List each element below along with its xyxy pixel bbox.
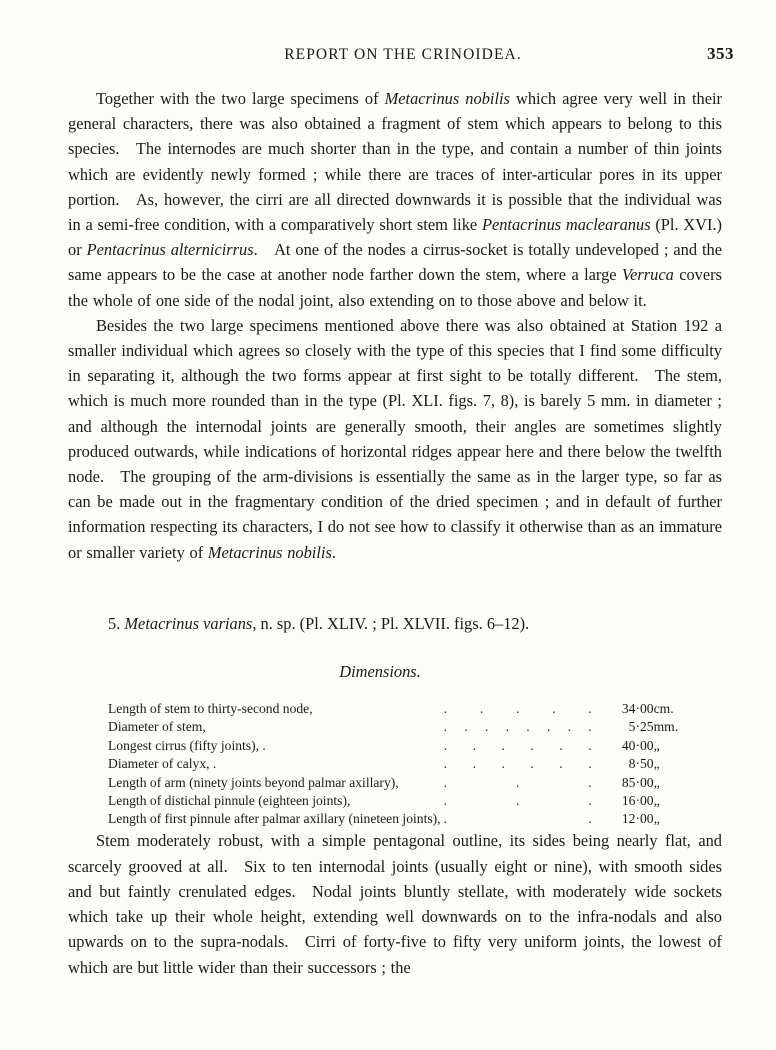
dimensions-row (108, 755, 694, 773)
dimension-value: 34·00 (621, 701, 654, 717)
page-header (70, 44, 734, 68)
dimensions-row (108, 700, 694, 718)
dimensions-row (108, 773, 694, 791)
dimension-leader-dots: . . . (443, 774, 592, 790)
closing-paragraph: Stem moderately robust, with a simple pentagonal outline, its sides being nearly flat, and scarcely grooved at all. Six to ten internodal joints (usually eight or nine), with smooth sides and but faintly crenulated edges. Nodal joints bluntly stellate, with moderately wide sockets which take up their whole height, extending well downwards on to the infra-nodals and also upwards on to the supra-nodals. Cirri of forty-five to fifty very uniform joints, the lowest of which are but little wider than their successors ; the (68, 831, 722, 977)
dimension-label: Longest cirrus (fifty joints), . (108, 737, 266, 753)
dimension-label: Diameter of calyx, . (108, 756, 217, 772)
paragraph-2: Besides the two large specimens mentioned above there was also obtained at Station 192 a smaller individual which agrees so closely with the type of this species that I find some difficulty in separating it, although the two forms appear at first sight to be totally different. The stem, which is much more rounded than in the type (Pl. XLI. figs. 7, 8), is barely 5 mm. in diameter ; and although the internodal joints are generally smooth, their angles are sometimes slightly produced outwards, while indications of horizontal ridges appear here and there below the twelfth node. The grouping of the arm-divisions is essentially the same as in the larger type, so far as can be made out in the fragmentary condition of the dried specimen ; and in default of further information respecting its characters, I do not see how to classify it otherwise than as an immature or smaller variety of Metacrinus nobilis. (68, 315, 722, 562)
dimension-value: 16·00 (621, 792, 654, 808)
dimension-unit: mm. (653, 719, 679, 735)
dimension-unit: „ (653, 774, 660, 790)
dimension-unit: cm. (653, 701, 674, 717)
dimension-label: Length of arm (ninety joints beyond palmar axillary), (108, 774, 399, 790)
dimensions-row (108, 718, 694, 736)
dimension-leader-dots: . . . . . (443, 701, 592, 717)
dimension-leader-dots: . . . . . . (443, 737, 592, 753)
dimensions-row (108, 810, 694, 828)
running-title: REPORT ON THE CRINOIDEA. (284, 46, 522, 63)
dimensions-title: Dimensions. (339, 661, 421, 681)
dimension-leader-dots: . . . (443, 792, 592, 808)
page-body (68, 86, 722, 980)
dimension-label: Length of first pinnule after palmar axillary (nineteen joints), (108, 811, 441, 827)
page-number: 353 (707, 44, 734, 63)
dimension-leader-dots: . . . . . . (443, 756, 592, 772)
dimension-leader-dots: . . . . . . . . (443, 719, 592, 735)
dimension-value: 12·00 (621, 811, 654, 827)
dimension-value: 5·25 (628, 719, 654, 735)
dimension-label: Diameter of stem, (108, 719, 206, 735)
paragraph-1: Together with the two large specimens of Metacrinus nobilis which agree very well in their general characters, there was also obtained a fragment of stem which appears to belong to this species. The internodes are much shorter than in the type, and contain a number of thin joints which are evidently newly formed ; while there are traces of inter-articular pores in its upper portion. As, however, the cirri are all directed downwards it is possible that the individual was in a semi-free condition, with a comparatively short stem like Pentacrinus maclearanus (Pl. XVI.) or Pentacrinus alternicirrus. At one of the nodes a cirrus-socket is totally undeveloped ; and the same appears to be the case at another node farther down the stem, where a large Verruca covers the whole of one side of the nodal joint, also extending on to those above and below it. (68, 89, 722, 310)
dimensions-row (108, 737, 694, 755)
dimension-value: 40·00 (621, 737, 654, 753)
species-heading: 5. Metacrinus varians, n. sp. (Pl. XLIV. ; Pl. XLVII. figs. 6–12). (108, 613, 530, 633)
dimension-label: Length of stem to thirty-second node, (108, 701, 313, 717)
dimension-unit: „ (653, 792, 660, 808)
dimension-unit: „ (653, 811, 660, 827)
dimension-unit: „ (653, 756, 660, 772)
dimension-label: Length of distichal pinnule (eighteen joints), (108, 792, 351, 808)
dimensions-table (108, 700, 694, 829)
dimension-leader-dots: . . (443, 811, 592, 827)
dimension-value: 85·00 (621, 774, 654, 790)
dimensions-table-body (108, 700, 694, 829)
dimensions-row (108, 792, 694, 810)
dimension-value: 8·50 (628, 756, 654, 772)
dimension-unit: „ (653, 737, 660, 753)
